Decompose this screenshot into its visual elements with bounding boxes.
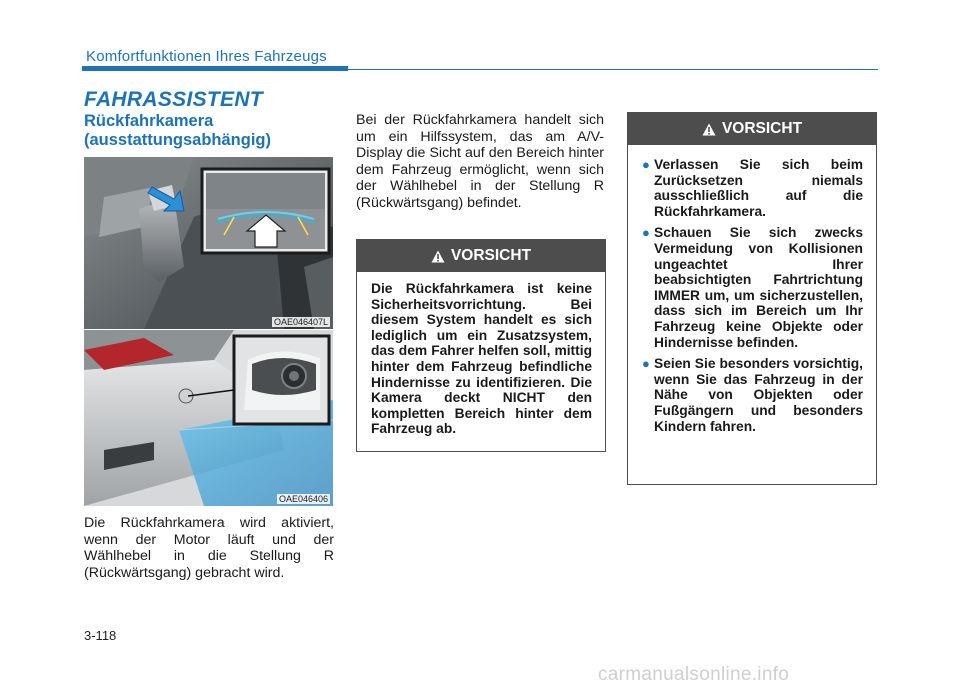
page-number: 3-118 (84, 628, 117, 643)
caution-heading-right: VORSICHT (721, 120, 803, 137)
bullet-icon: ● (642, 225, 650, 241)
watermark-text: carmanualsonline.info (598, 664, 790, 685)
sub-title-line-2: (ausstattungsabhängig) (84, 131, 272, 149)
warning-triangle-icon (431, 250, 445, 263)
chapter-header: Komfortfunktionen Ihres Fahrzeugs (86, 48, 327, 65)
figure-label-top: OAE046407L (273, 317, 328, 327)
rear-camera-figure (84, 330, 333, 506)
section-title: FAHRASSISTENT (84, 88, 263, 111)
sub-title (84, 112, 344, 150)
sub-title-line-1: Rückfahrkamera (84, 112, 214, 130)
caution-box-right (627, 112, 877, 485)
rear-bumper-illustration (84, 330, 333, 506)
caution-heading-middle: VORSICHT (450, 247, 532, 264)
caution-list-item (642, 356, 863, 434)
activation-paragraph: Die Rückfahrkamera wird aktiviert, wenn der Motor läuft und der Wählhebel in die Stellung R (Rückwärtsgang) gebracht wird. (84, 515, 334, 581)
bullet-icon: ● (642, 356, 650, 372)
gear-shift-figure (84, 157, 333, 329)
figure-label-bottom: OAE046406 (278, 494, 328, 504)
bullet-icon: ● (642, 157, 650, 172)
header-rule (348, 69, 878, 70)
caution-box-middle (356, 239, 606, 452)
caution-item-text: Schauen Sie sich zwecks Vermeidung von Kollisionen ungeachtet Ihrer beabsichtigten Fahrtrichtung IMMER um, um sicherzustellen, dass sich im Bereich um Ihr Fahrzeug keine Objekte oder Hindernisse befinden. (654, 225, 863, 350)
caution-list-item (642, 225, 863, 350)
caution-bullet-list (642, 157, 863, 434)
system-description-paragraph: Bei der Rückfahrkamera handelt sich um ein Hilfssystem, das am A/V-Display die Sicht auf den Bereich hinter dem Fahrzeug ermöglicht, wenn sich der Wählhebel in der Stellung R (Rückwärtsgang) befindet. (356, 112, 604, 211)
caution-item-text: Seien Sie besonders vorsichtig, wenn Sie das Fahrzeug in der Nähe von Objekten oder Fußgängern und besonders Kindern fahren. (654, 356, 863, 434)
caution-header-middle (357, 240, 605, 272)
warning-triangle-icon (702, 123, 716, 136)
caution-item-text: Verlassen Sie sich beim Zurücksetzen niemals ausschließlich auf die Rückfahrkamera. (654, 157, 863, 219)
caution-header-right (628, 113, 876, 145)
header-accent-bar (82, 66, 348, 71)
caution-list-container (628, 145, 876, 448)
caution-list-item (642, 157, 863, 219)
caution-text-middle: Die Rückfahrkamera ist keine Sicherheitsvorrichtung. Bei diesem System handelt es sich lediglich um ein Zusatzsystem, das dem Fahrer helfen soll, mittig hinter dem Fahrzeug befindliche Hindernisse zu identifizieren. Die Kamera deckt NICHT den kompletten Bereich hinter dem Fahrzeug ab. (371, 281, 592, 437)
gear-shift-illustration (84, 157, 333, 329)
